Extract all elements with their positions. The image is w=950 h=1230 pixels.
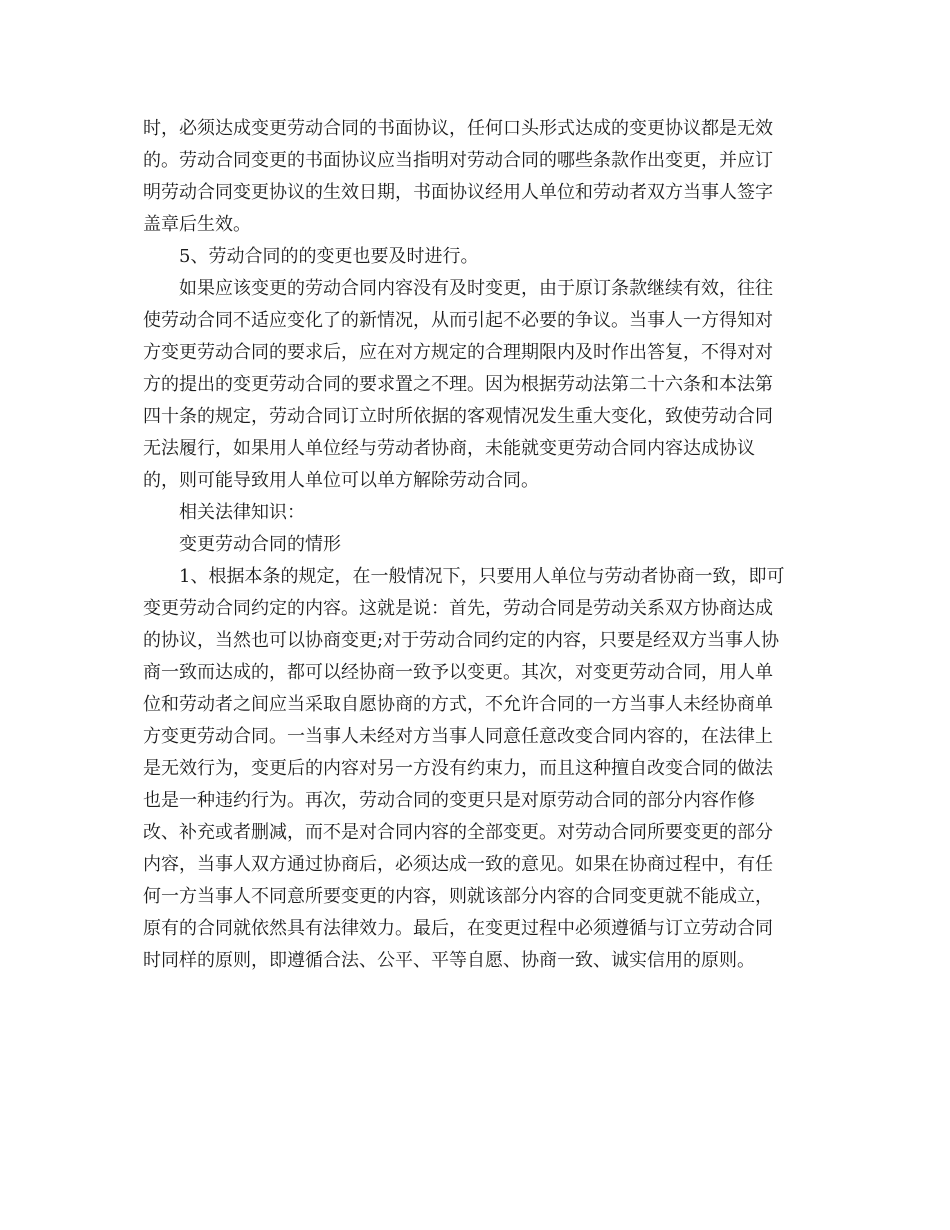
text-line: 使劳动合同不适应变化了的新情况，从而引起不必要的争议。当事人一方得知对: [143, 310, 773, 331]
text-line: 时，必须达成变更劳动合同的书面协议，任何口头形式达成的变更协议都是无效: [143, 118, 773, 139]
paragraph-start: 1、根据本条的规定，在一般情况下，只要用人单位与劳动者协商一致，即可: [179, 566, 785, 587]
text-line: 明劳动合同变更协议的生效日期，书面协议经用人单位和劳动者双方当事人签字: [143, 182, 773, 203]
text-line: 商一致而达成的，都可以经协商一致予以变更。其次，对变更劳动合同，用人单: [143, 662, 773, 683]
text-line: 的协议，当然也可以协商变更;对于劳动合同约定的内容，只要是经双方当事人协: [143, 630, 780, 651]
text-line: 方的提出的变更劳动合同的要求置之不理。因为根据劳动法第二十六条和本法第: [143, 374, 773, 395]
text-line: 原有的合同就依然具有法律效力。最后，在变更过程中必须遵循与订立劳动合同: [143, 918, 773, 939]
text-line: 是无效行为，变更后的内容对另一方没有约束力，而且这种擅自改变合同的做法: [143, 758, 773, 779]
text-line: 改、补充或者删减，而不是对合同内容的全部变更。对劳动合同所要变更的部分: [143, 822, 773, 843]
text-line: 变更劳动合同约定的内容。这就是说：首先，劳动合同是劳动关系双方协商达成: [143, 598, 773, 619]
text-line: 的，则可能导致用人单位可以单方解除劳动合同。: [143, 470, 539, 491]
section-heading: 变更劳动合同的情形: [179, 534, 341, 555]
text-line: 方变更劳动合同的要求后，应在对方规定的合理期限内及时作出答复，不得对对: [143, 342, 773, 363]
text-line: 盖章后生效。: [143, 214, 251, 235]
paragraph-start: 如果应该变更的劳动合同内容没有及时变更，由于原订条款继续有效，往往: [179, 278, 773, 299]
text-line: 也是一种违约行为。再次，劳动合同的变更只是对原劳动合同的部分内容作修: [143, 790, 755, 811]
document-body: [143, 113, 803, 977]
text-line: 内容，当事人双方通过协商后，必须达成一致的意见。如果在协商过程中，有任: [143, 854, 773, 875]
text-line: 何一方当事人不同意所要变更的内容，则就该部分内容的合同变更就不能成立，: [143, 886, 773, 907]
text-line: 四十条的规定，劳动合同订立时所依据的客观情况发生重大变化，致使劳动合同: [143, 406, 773, 427]
section-label: 相关法律知识：: [179, 502, 305, 523]
text-line: 无法履行，如果用人单位经与劳动者协商，未能就变更劳动合同内容达成协议: [143, 438, 755, 459]
text-line: 时同样的原则，即遵循合法、公平、平等自愿、协商一致、诚实信用的原则。: [143, 950, 755, 971]
text-line: 的。劳动合同变更的书面协议应当指明对劳动合同的哪些条款作出变更，并应订: [143, 150, 773, 171]
list-item-heading: 5、劳动合同的的变更也要及时进行。: [179, 246, 479, 267]
text-line: 方变更劳动合同。一当事人未经对方当事人同意任意改变合同内容的，在法律上: [143, 726, 773, 747]
text-line: 位和劳动者之间应当采取自愿协商的方式，不允许合同的一方当事人未经协商单: [143, 694, 773, 715]
